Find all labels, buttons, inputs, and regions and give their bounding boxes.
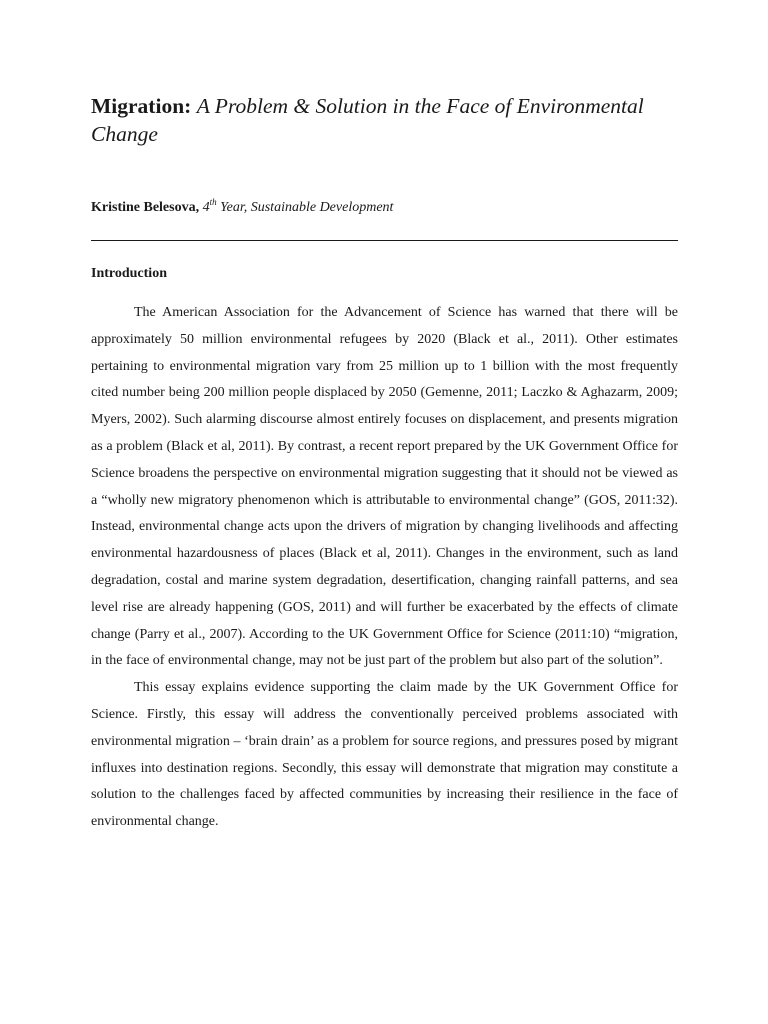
section-heading: Introduction	[91, 266, 167, 281]
author-affiliation: Year, Sustainable Development	[220, 200, 394, 215]
title-lead: Migration:	[91, 94, 192, 118]
paragraph-1: The American Association for the Advancement of Science has warned that there will be approximately 50 million environmental refugees by 2020 (Black et al., 2011). Other estimates pertaining to environmental migration vary from 25 million up to 1 billion with the most frequently cited number being 200 million people displaced by 2050 (Gemenne, 2011; Laczko & Aghazarm, 2009; Myers, 2002). Such alarming discourse almost entirely focuses on displacement, and presents migration as a problem (Black et al, 2011). By contrast, a recent report prepared by the UK Government Office for Science broadens the perspective on environmental migration suggesting that it should not be viewed as a “wholly new migratory phenomenon which is attributable to environmental change” (GOS, 2011:32). Instead, environmental change acts upon the drivers of migration by changing livelihoods and affecting environmental hazardousness of places (Black et al, 2011). Changes in the environment, such as land degradation, costal and marine system degradation, desertification, changing rainfall patterns, and sea level rise are already happening (GOS, 2011) and will further be exacerbated by the effects of climate change (Parry et al., 2007). According to the UK Government Office for Science (2011:10) “migration, in the face of environmental change, may not be just part of the problem but also part of the solution”.	[91, 305, 678, 669]
author-line	[91, 199, 393, 217]
body-text	[91, 300, 678, 836]
author-name: Kristine Belesova,	[91, 200, 200, 215]
paragraph-2: This essay explains evidence supporting the claim made by the UK Government Office for Science. Firstly, this essay will address the conventionally perceived problems associated with environmental migration – ‘brain drain’ as a problem for source regions, and pressures posed by migrant influxes into destination regions. Secondly, this essay will demonstrate that migration may constitute a solution to the challenges faced by affected communities by increasing their resilience in the face of environmental change.	[91, 680, 678, 830]
header-divider	[91, 240, 678, 241]
author-year-number: 4	[202, 200, 210, 215]
author-year-suffix: th	[209, 197, 217, 207]
document-title	[91, 92, 691, 148]
author-year	[202, 197, 217, 215]
title-subtitle: A Problem & Solution in the Face of Environmental Change	[91, 94, 644, 146]
